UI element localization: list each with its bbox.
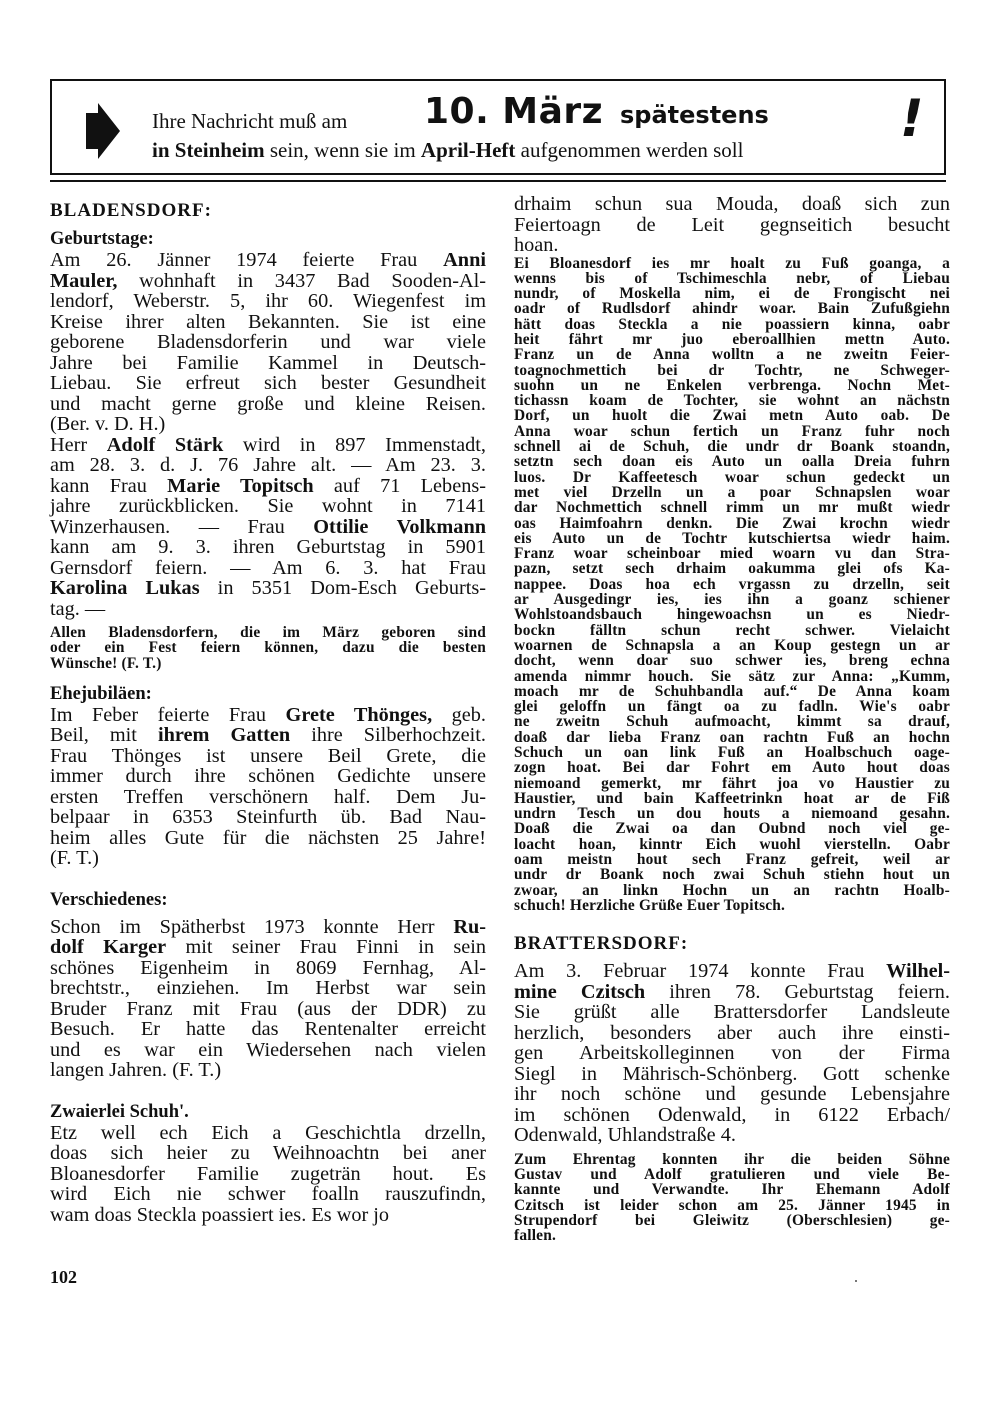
text-line: Strupendorf bei Gleiwitz (Oberschlesien) ge- xyxy=(514,1211,950,1229)
paragraph-birthdays-1 xyxy=(50,250,486,435)
text-line: heit fährt mr juo eberoallhien mettn Auto. xyxy=(514,330,950,348)
text-line: Winzerhausen. — Frau Ottilie Volkmann xyxy=(50,515,486,538)
text-line: Haustier, und bain Kaffeetrinkn hoat ar de Fiß xyxy=(514,789,950,807)
arrow-right-icon xyxy=(80,103,120,159)
text-line: undrn Tesch un dou houts a niemoand gesahn. xyxy=(514,805,950,823)
text-line: tag. — xyxy=(50,597,106,620)
notice-issue: April-Heft xyxy=(420,138,516,162)
text-line: Franz un de Anna wolltn a ne zweitn Feier- xyxy=(514,346,950,364)
text-line: Liebau. Sie erfreut sich bester Gesundheit xyxy=(50,372,486,394)
text-line: oadr of Rudlsdorf ahindr woar. Bain Zufußgiehn xyxy=(514,300,950,318)
deadline-notice-box xyxy=(50,79,946,175)
text-line: brechtstr., einziehen. Im Herbst war sein xyxy=(50,977,486,1000)
text-line: Am 26. Jänner 1974 feierte Frau Anni xyxy=(50,249,486,271)
text-line: doaß dar lieba Franz oan rachtn Fuß an hochn xyxy=(514,728,950,746)
right-column xyxy=(514,194,950,1244)
notice-line2: in Steinheim sein, wenn sie im April-Heft aufgenommen werden soll xyxy=(152,138,744,162)
text-line: nundr, of Moskella nim, ei de Frongischt nei xyxy=(514,285,950,303)
text-line: Schon im Spätherbst 1973 konnte Herr Ru- xyxy=(50,915,486,938)
paragraph-anniversaries xyxy=(50,705,486,869)
text-line: met viel Drzelln un a poar Schnapslen woar xyxy=(514,483,950,501)
text-line: loacht hoan, kinntr Eich wuohl vierstelln. Oabr xyxy=(514,835,950,853)
text-line: Im Feber feierte Frau Grete Thönges, geb. xyxy=(50,703,486,726)
text-line: setztn sech doan eis Auto un oalla Dreia fuhrn xyxy=(514,453,950,471)
text-line: heim alles Gute für die nächsten 25 Jahre! xyxy=(50,826,486,849)
text-line: Zum Ehrentag konnten ihr die beiden Söhne xyxy=(514,1150,950,1168)
text-line: moach mr de Schuhbandla auf.“ De Anna koam xyxy=(514,682,950,700)
text-line: luos. Dr Kaffeetesch woar schun gedeckt un xyxy=(514,468,950,486)
text-line: Kreise ihrer alten Bekannten. Sie ist eine xyxy=(50,310,486,333)
text-line: geborene Bladensdorferin und war viele xyxy=(50,331,486,353)
text-line: und es war ein Wiedersehen nach vielen xyxy=(50,1038,486,1061)
text-line: ne zweitn Schuh aufmoacht, kimmt sa drauf, xyxy=(514,713,950,731)
text-line: Sie grüßt alle Brattersdorfer Landsleute xyxy=(514,1001,950,1024)
text-line: Mauler, wohnhaft in 3437 Bad Sooden-Al- xyxy=(50,269,486,292)
text-line: schnell ai de Schuh, die undr dr Boank stoandn, xyxy=(514,438,950,456)
text-line: gen Arbeitskolleginnen von der Firma xyxy=(514,1042,950,1065)
text-line: (F. T.) xyxy=(50,847,99,870)
text-line: Bruder Franz mit Frau (aus der DDR) zu xyxy=(50,997,486,1020)
text-line: zogn hoat. Bei dar Fohrt em Auto hout doas xyxy=(514,759,950,777)
text-line: Czitsch ist leider schon am 25. Jänner 1945 in xyxy=(514,1196,950,1214)
text-line: lendorf, Weberstr. 5, ihr 60. Wiegenfest im xyxy=(50,290,486,312)
text-line: docht, wenn doar suo schwer ies, breng echna xyxy=(514,652,950,670)
text-line: hätt doas Steckla a nie poassiern kinna, oabr xyxy=(514,315,950,333)
section-heading-bladensdorf: BLADENSDORF: xyxy=(50,200,212,221)
subheading-miscellaneous: Verschiedenes: xyxy=(50,889,168,910)
text-line: jahre zurückblicken. Sie wohnt in 7141 xyxy=(50,495,486,517)
text-line: Etz well ech Eich a Geschichtla drzelln, xyxy=(50,1121,486,1144)
text-line: oas Haimfoahrn denkn. Die Zwai krochn wiedr xyxy=(514,514,950,532)
print-speck xyxy=(855,1280,857,1282)
text-line: Odenwald, Uhlandstraße 4. xyxy=(514,1124,736,1147)
exclamation-mark: ! xyxy=(900,89,924,149)
text-line: Karolina Lukas in 5351 Dom-Esch Geburts- xyxy=(50,577,486,599)
text-line: Anna woar schun fertich un Franz fuhr noch xyxy=(514,422,950,440)
paragraph-miscellaneous xyxy=(50,917,486,1081)
text-line: dolf Karger mit seiner Frau Finni in sein xyxy=(50,936,486,959)
text-line: immer durch ihre schönen Gedichte unsere xyxy=(50,765,486,788)
text-line: und macht gerne große und kleine Reisen. xyxy=(50,392,486,415)
text-line: Doaß die Zwai oa dan Oubnd noch viel ge- xyxy=(514,820,950,838)
notice-latest: spätestens xyxy=(620,101,769,129)
text-line: mine Czitsch ihren 78. Geburtstag feiern. xyxy=(514,980,951,1003)
page-number: 102 xyxy=(50,1267,77,1287)
text-line: Feiertoagn de Leit gegnseitich besucht xyxy=(514,213,950,236)
text-line: oder ein Fest feiern können, dazu die besten xyxy=(50,639,486,657)
text-line: kann Frau Marie Topitsch auf 71 Lebens- xyxy=(50,474,486,497)
text-line: Besuch. Er hatte das Rentenalter erreicht xyxy=(50,1018,486,1041)
subheading-anniversaries: Ehejubiläen: xyxy=(50,683,152,704)
text-line: eis Auto un de Tochtr kutschiertsa wiedr haim. xyxy=(514,529,950,547)
text-line: Wünsche! (F. T.) xyxy=(50,654,162,672)
paragraph-brattersdorf-birthday xyxy=(514,961,950,1146)
paragraph-story-continued xyxy=(514,194,950,256)
text-line: (Ber. v. D. H.) xyxy=(50,413,166,435)
text-line: wam doas Steckla poassiert ies. Es wor jo xyxy=(50,1203,390,1226)
text-line: langen Jahren. (F. T.) xyxy=(50,1059,222,1082)
text-line: Jahre bei Familie Kammel in Deutsch- xyxy=(50,351,486,374)
text-line: Frau Thönges ist unsere Beil Grete, die xyxy=(50,744,486,767)
text-line: Dorf, un huolt die Zwai metn Auto oab. De xyxy=(514,407,950,425)
text-line: Ei Bloanesdorf ies mr hoalt zu Fuß goanga, a xyxy=(514,254,950,272)
text-line: Allen Bladensdorfern, die im März geboren sind xyxy=(50,624,486,641)
paragraph-story-start xyxy=(50,1123,486,1226)
text-line: Gustav und Adolf gratulieren und viele Be- xyxy=(514,1166,950,1184)
text-line: doas sich heier zu Weihnoachtn bei aner xyxy=(50,1142,486,1165)
text-line: ar Ausgedingr ies, ies ihn a goanz schiener xyxy=(514,591,950,609)
text-line: Schuch un oan link Fuß an Hoalbschuch oage- xyxy=(514,744,950,761)
text-line: Gernsdorf feiern. — Am 6. 3. hat Frau xyxy=(50,556,486,579)
text-line: belpaar in 6353 Steinfurth üb. Bad Nau- xyxy=(50,806,486,829)
text-line: im schönen Odenwald, in 6122 Erbach/ xyxy=(514,1103,950,1126)
text-line: ersten Treffen verschönern half. Dem Ju- xyxy=(50,785,486,808)
paragraph-story-main xyxy=(514,256,950,914)
text-line: zwoar, an linkn Hochn un an rachtn Hoalb- xyxy=(514,881,950,899)
notice-line1: Ihre Nachricht muß am xyxy=(152,109,348,133)
subheading-two-shoes: Zwaierlei Schuh'. xyxy=(50,1101,189,1122)
text-line: woarnen de Schnapsla a an Koup gestegn un ar xyxy=(514,636,950,654)
text-line: herzlich, besonders aber auch ihre einsti- xyxy=(514,1021,950,1044)
text-line: hoan. xyxy=(514,234,559,256)
paragraph-wishes xyxy=(50,625,486,671)
text-line: bockn fälltn schun recht schwer. Vielaicht xyxy=(514,621,950,639)
text-line: nappee. Doas hoa ech vrgassn zu drzelln, seit xyxy=(514,575,950,593)
subheading-birthdays: Geburtstage: xyxy=(50,229,154,249)
text-line: Franz woar scheinboar mied woarn vu dan Stra- xyxy=(514,545,950,563)
text-line: suohn un ne Enkelen verbrenga. Nochn Met- xyxy=(514,376,950,394)
notice-place: in Steinheim xyxy=(152,138,265,162)
text-line: Am 3. Februar 1974 konnte Frau Wilhel- xyxy=(514,960,950,983)
text-line: dar Nochmettich schnell rimm un mr mußt wiedr xyxy=(514,499,950,517)
text-line: amenda nimmr houch. Sie sätz zur Anna: „Kumm, xyxy=(514,667,950,685)
text-line: drhaim schun sua Mouda, doaß sich zun xyxy=(514,193,950,215)
text-line: am 28. 3. d. J. 76 Jahre alt. — Am 23. 3. xyxy=(50,454,486,476)
text-line: wenns bis of Tschimeschla nebr, of Liebau xyxy=(514,269,950,287)
text-line: Herr Adolf Stärk wird in 897 Immenstadt, xyxy=(50,433,486,456)
text-line: kannte und Verwandte. Ihr Ehemann Adolf xyxy=(514,1181,950,1199)
text-line: fallen. xyxy=(514,1227,557,1245)
notice-underline-rule xyxy=(50,180,946,182)
text-line: tichassn koam de Tochter, sie wohnt an nächstn xyxy=(514,392,950,410)
text-line: schuch! Herzliche Grüße Euer Topitsch. xyxy=(514,896,786,914)
text-line: niemoand gemerkt, mr fährt joa vo Haustier zu xyxy=(514,774,950,792)
text-line: Bloanesdorfer Familie zugeträn hout. Es xyxy=(50,1162,486,1185)
text-line: schönes Eigenheim in 8069 Fernhag, Al- xyxy=(50,956,486,979)
text-line: toagnochmettich bei dr Tochtr, ne Schweger- xyxy=(514,361,950,379)
left-column xyxy=(50,200,486,1225)
text-line: pazn, setzt sech drhaim oakumma glei ofs Ka- xyxy=(514,560,950,578)
text-line: Siegl in Mährisch-Schönberg. Gott schenke xyxy=(514,1062,950,1085)
text-line: undr dr Boank noch zwai Schuh stiehn hout un xyxy=(514,866,950,884)
notice-date: 10. März xyxy=(424,91,604,132)
paragraph-brattersdorf-note xyxy=(514,1152,950,1244)
text-line: oam meistn hout sech Franz gefreit, weil ar xyxy=(514,851,950,869)
text-line: kann am 9. 3. ihren Geburtstag in 5901 xyxy=(50,536,486,558)
text-line: ihr noch schöne und gesunde Lebensjahre xyxy=(514,1083,950,1106)
text-line: wird Eich nie schwer foalln rauszufindn, xyxy=(50,1183,486,1206)
text-line: glei geloffn un fängt oa zu fadln. Wie's oabr xyxy=(514,698,950,716)
text-line: Wohlstoandsbauch hingewoachsn un es Niedr- xyxy=(514,606,950,624)
paragraph-birthdays-2 xyxy=(50,435,486,620)
section-heading-brattersdorf: BRATTERSDORF: xyxy=(514,933,689,955)
text-line: Beil, mit ihrem Gatten ihre Silberhochzeit. xyxy=(50,724,486,747)
